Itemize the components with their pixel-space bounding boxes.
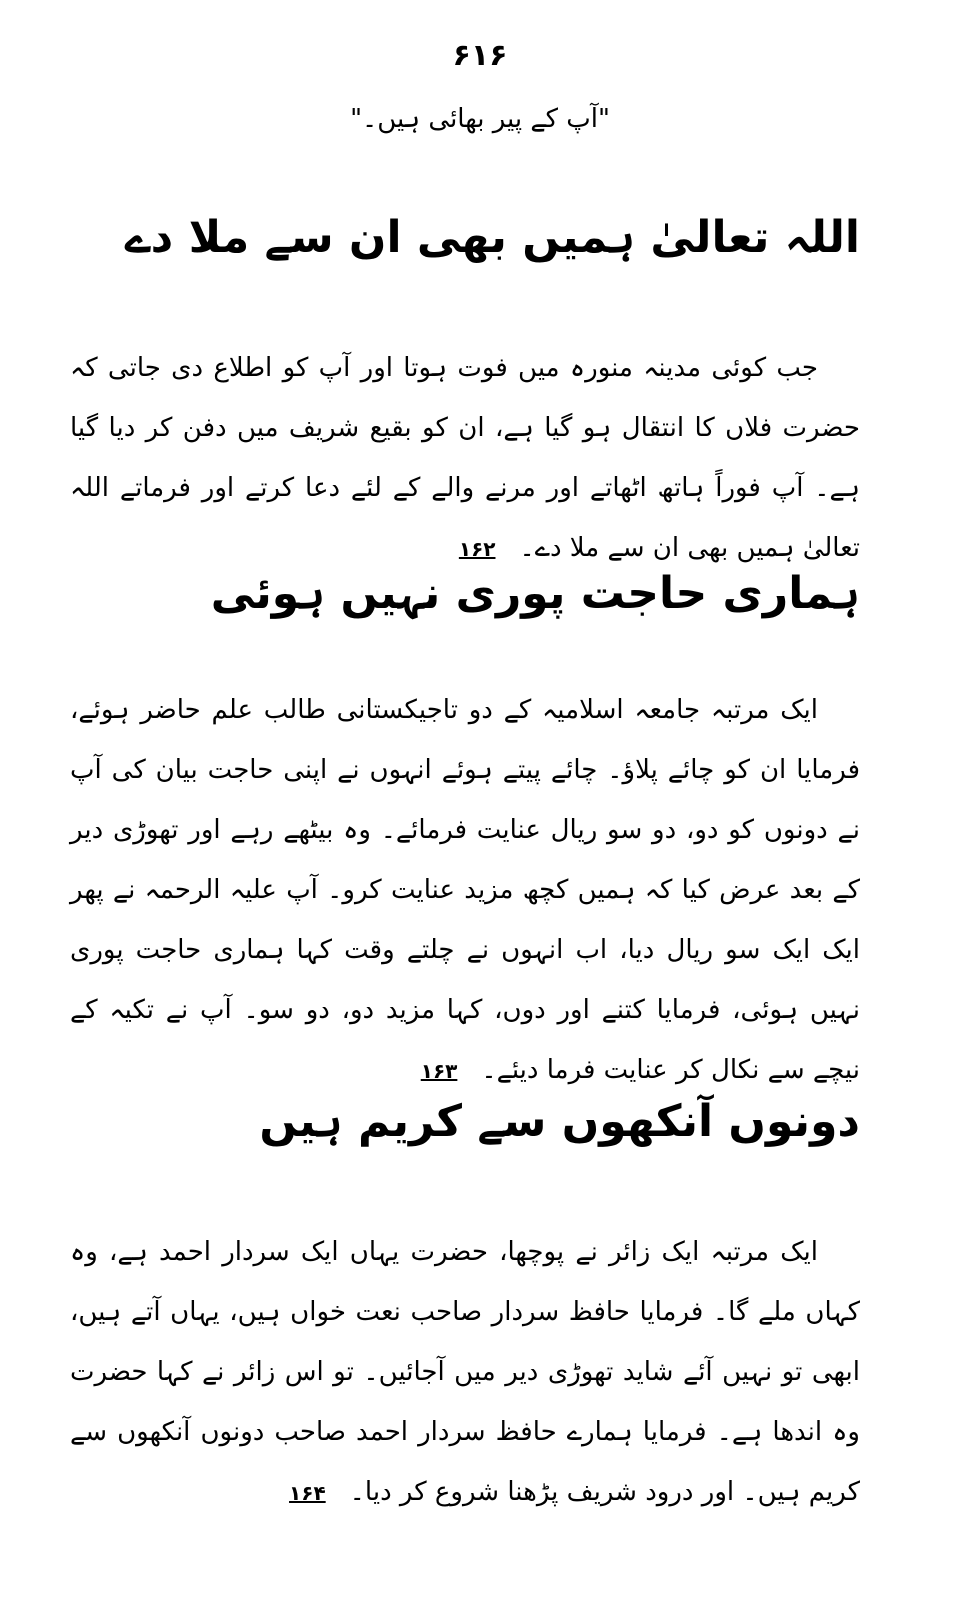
page-number: ۶۱۶ [452,38,508,73]
footnote-reference: ۱۶۳ [420,1059,458,1083]
section-heading: دونوں آنکھوں سے کریم ہیں [259,1096,860,1147]
paragraph-text: ایک مرتبہ ایک زائر نے پوچھا، حضرت یہاں ایک سردار احمد ہے، وہ کہاں ملے گا۔ فرمایا حافظ سردار صاحب نعت خواں ہیں، یہاں آتے ہیں، ابھی تو نہیں آئے شاید تھوڑی دیر میں آجائیں۔ تو اس زائر نے کہا حضرت وہ اندھا ہے۔ فرمایا ہمارے حافظ سردار احمد صاحب دونوں آنکھوں سے کریم ہیں۔ اور درود شریف پڑھنا شروع کر دیا۔ [70,1237,860,1507]
section-heading: ہماری حاجت پوری نہیں ہوئی [210,568,860,619]
section-paragraph [70,338,860,579]
section-heading: اللہ تعالیٰ ہمیں بھی ان سے ملا دے [124,212,860,263]
paragraph-text: ایک مرتبہ جامعہ اسلامیہ کے دو تاجیکستانی طالب علم حاضر ہوئے، فرمایا ان کو چائے پلاؤ۔ چائے پیتے ہوئے انہوں نے اپنی حاجت بیان کی آپ نے دونوں کو دو، دو سو ریال عنایت فرمائے۔ وہ بیٹھے رہے اور تھوڑی دیر کے بعد عرض کیا کہ ہمیں کچھ مزید عنایت کرو۔ آپ علیہ الرحمہ نے پھر ایک ایک سو ریال دیا، اب انہوں نے چلتے وقت کہا ہماری حاجت پوری نہیں ہوئی، فرمایا کتنے اور دوں، کہا مزید دو، دو سو۔ آپ نے تکیہ کے نیچے سے نکال کر عنایت فرما دیئے۔ [70,695,860,1085]
section-paragraph [70,1222,860,1523]
paragraph-text: جب کوئی مدینہ منورہ میں فوت ہوتا اور آپ کو اطلاع دی جاتی کہ حضرت فلاں کا انتقال ہو گیا ہے، ان کو بقیع شریف میں دفن کر دیا گیا ہے۔ آپ فوراً ہاتھ اٹھاتے اور مرنے والے کے لئے دعا کرتے اور فرماتے اللہ تعالیٰ ہمیں بھی ان سے ملا دے۔ [70,353,860,563]
section-paragraph [70,680,860,1101]
footnote-reference: ۱۶۲ [458,537,496,561]
running-header-quote: "آپ کے پیر بھائی ہیں۔" [350,104,610,134]
footnote-reference: ۱۶۴ [289,1481,326,1505]
